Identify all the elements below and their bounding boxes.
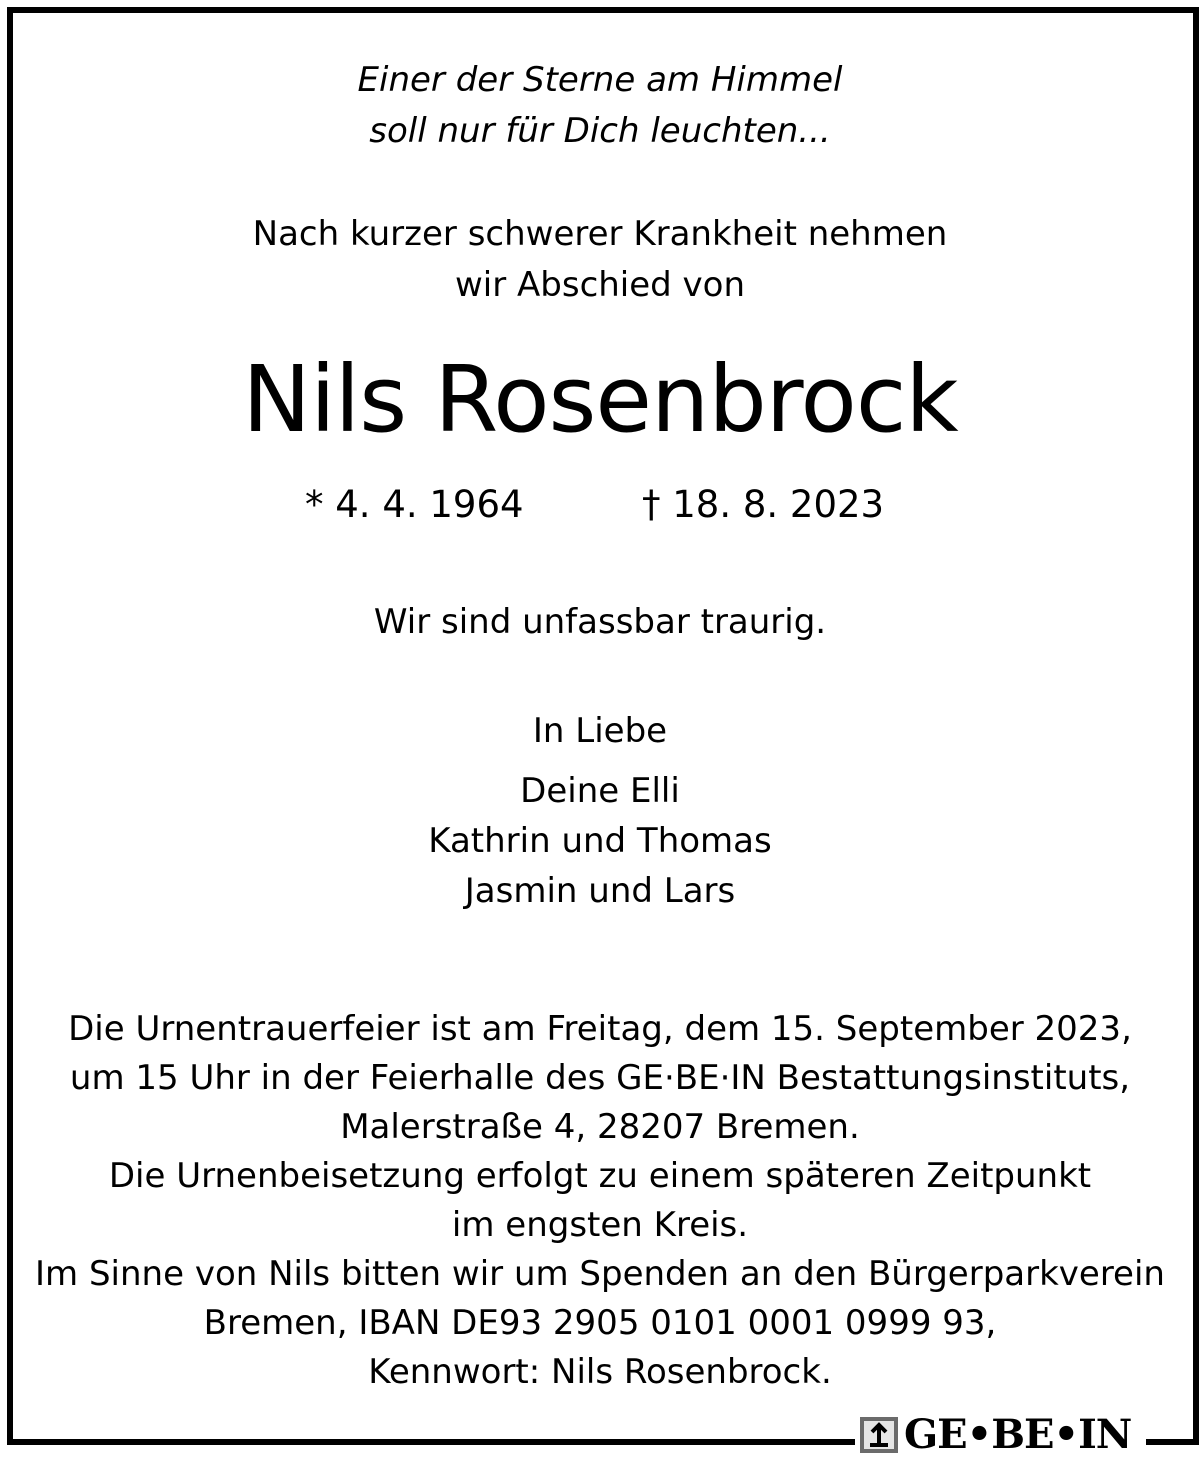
details-line: Malerstraße 4, 28207 Bremen. <box>340 1107 860 1147</box>
mourner-name: Kathrin und Thomas <box>428 821 772 861</box>
motto-line-1: Einer der Sterne am Himmel <box>357 60 843 100</box>
mourner-name: Deine Elli <box>520 771 680 811</box>
gebein-logo-mark-icon <box>858 1415 900 1455</box>
motto-line-2: soll nur für Dich leuchten... <box>369 111 831 151</box>
details-line: Im Sinne von Nils bitten wir um Spenden an den Bürgerparkverein <box>35 1254 1165 1294</box>
bottom-rule-left <box>7 1439 855 1445</box>
intro-line-2: wir Abschied von <box>454 265 746 305</box>
mourner-name: Jasmin und Lars <box>464 871 736 911</box>
gebein-logo <box>858 1411 1142 1458</box>
details-line: Die Urnenbeisetzung erfolgt zu einem späteren Zeitpunkt <box>108 1156 1092 1196</box>
details-line: um 15 Uhr in der Feierhalle des GE·BE·IN Bestattungsinstituts, <box>69 1058 1131 1098</box>
intro-line-1: Nach kurzer schwerer Krankheit nehmen <box>252 214 948 254</box>
bottom-rule-right <box>1146 1439 1193 1445</box>
gebein-logo-text: GE•BE•IN <box>904 1411 1132 1458</box>
deceased-name: Nils Rosenbrock <box>242 346 958 453</box>
details-line: Die Urnentrauerfeier ist am Freitag, dem 15. September 2023, <box>68 1009 1132 1049</box>
sentiment-line: Wir sind unfassbar traurig. <box>373 602 827 642</box>
details-line: im engsten Kreis. <box>451 1205 749 1245</box>
signoff-greeting: In Liebe <box>532 711 668 751</box>
details-line: Kennwort: Nils Rosenbrock. <box>368 1352 832 1392</box>
details-line: Bremen, IBAN DE93 2905 0101 0001 0999 93, <box>203 1303 997 1343</box>
death-date: † 18. 8. 2023 <box>642 483 885 526</box>
birth-date: * 4. 4. 1964 <box>305 483 524 526</box>
